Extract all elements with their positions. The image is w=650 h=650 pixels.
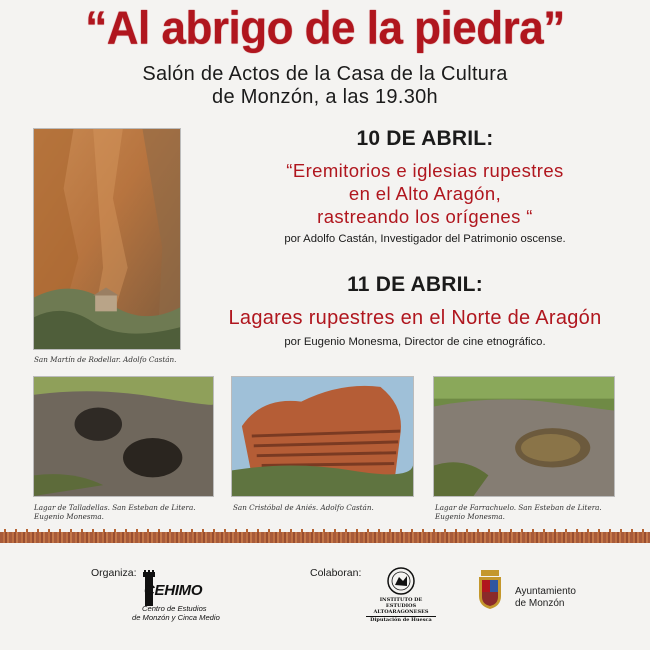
gallery-caption-1-line-1: Lagar de Talladellas. San Esteban de Litera.	[34, 503, 196, 512]
talk-1-title-line-1: “Eremitorios e iglesias rupestres	[286, 160, 564, 181]
ayuntamiento-logo	[477, 570, 597, 615]
gallery-caption-2-line-1: San Cristóbal de Aniés. Adolfo Castán.	[233, 503, 374, 512]
cehimo-sub-line-1: Centro de Estudios	[142, 604, 207, 613]
cehimo-sub-line-2: de Monzón y Cinca Medio	[132, 613, 220, 622]
talk-1-title-line-2: en el Alto Aragón,	[348, 183, 502, 204]
gallery-caption-3	[435, 503, 635, 521]
coat-of-arms-icon	[477, 570, 503, 610]
talk-1-speaker: por Adolfo Castán, Investigador del Patrimonio oscense.	[284, 233, 566, 245]
venue-line-2: de Monzón, a las 19.30h	[212, 86, 438, 108]
ayuntamiento-line-1: Ayuntamiento	[515, 586, 576, 597]
gallery-caption-1	[34, 503, 224, 521]
iea-seal-icon	[387, 567, 415, 595]
iea-name	[366, 597, 436, 623]
iea-logo	[366, 567, 434, 625]
gallery-caption-1-line-2: Eugenio Monesma.	[34, 512, 104, 521]
ayuntamiento-name	[515, 586, 576, 610]
divider-stripe	[0, 532, 650, 543]
talk-1-title-line-3: rastreando los orígenes “	[317, 206, 533, 227]
poster-title: “Al abrigo de la piedra”	[85, 2, 565, 55]
talk-1	[195, 127, 650, 245]
gallery-caption-3-line-1: Lagar de Farrachuelo. San Esteban de Litera.	[435, 503, 602, 512]
talk-2-date: 11 DE ABRIL:	[347, 273, 483, 296]
iea-line-3: Diputación de Huesca	[366, 616, 436, 623]
iea-line-1: INSTITUTO DE ESTUDIOS	[379, 597, 423, 609]
venue-info	[0, 63, 650, 109]
main-photo	[33, 128, 181, 350]
gallery-caption-3-line-2: Eugenio Monesma.	[435, 512, 505, 521]
talk-1-title	[195, 159, 650, 228]
cehimo-logo	[130, 570, 250, 625]
gallery-photo-3	[433, 376, 615, 497]
talk-1-date: 10 DE ABRIL:	[356, 127, 494, 150]
organiza-label: Organiza:	[91, 567, 137, 579]
talk-2-speaker: por Eugenio Monesma, Director de cine etnográfico.	[284, 336, 546, 348]
ayuntamiento-line-2: de Monzón	[515, 598, 565, 609]
main-photo-caption	[34, 355, 214, 364]
iea-line-2: ALTOARAGONESES	[373, 609, 429, 615]
gallery-photo-2	[231, 376, 414, 497]
main-photo-author: Adolfo Castán.	[123, 355, 177, 364]
cehimo-name: CEHIMO	[144, 582, 203, 599]
gallery-caption-2	[233, 503, 423, 512]
venue-line-1: Salón de Actos de la Casa de la Cultura	[142, 63, 508, 85]
talk-2	[180, 273, 650, 348]
cehimo-subtitle	[132, 604, 220, 622]
colaboran-label: Colaboran:	[310, 567, 362, 579]
talk-2-title: Lagares rupestres en el Norte de Aragón	[228, 307, 602, 329]
main-photo-place: San Martín de Rodellar.	[34, 355, 121, 364]
gallery-photo-1	[33, 376, 214, 497]
